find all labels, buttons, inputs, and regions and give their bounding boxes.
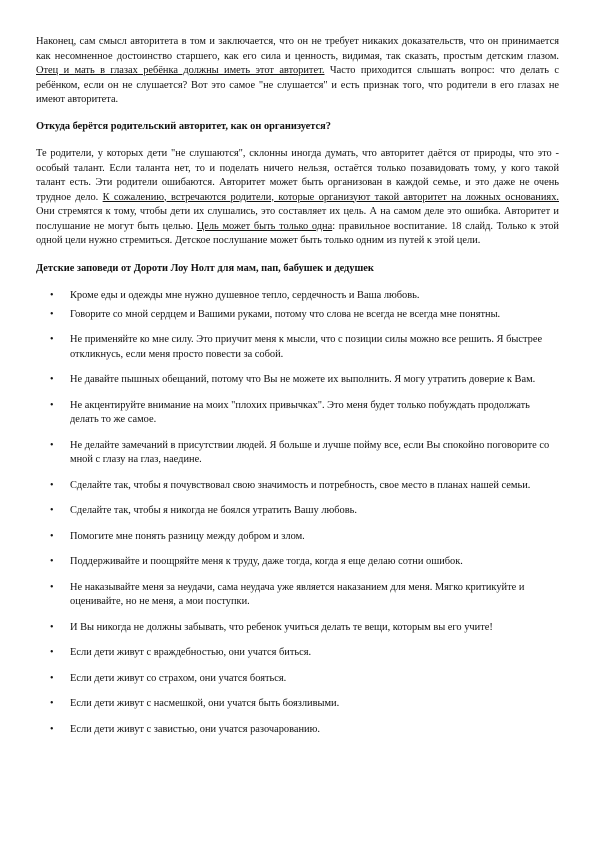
intro-underlined-text: Отец и мать в глазах ребёнка должны иметь этот авторитет. [36, 65, 325, 76]
section1-text-2: Они стремятся к тому, чтобы дети их слушались, это составляет их цель. А на самом деле это ошибка. Авторитет и послушание не могут быть целью. [36, 206, 559, 232]
list-item-text: Если дети живут со страхом, они учатся бояться. [70, 672, 287, 684]
list-item [36, 479, 559, 494]
bullet-icon: • [50, 308, 54, 320]
section1-text-3: : правильное воспитание. 18 слайд. Только к этой одной цели нужно стремиться. Детское послушание может быть только одним из путей к этой цели. [36, 220, 559, 246]
intro-text-1: Наконец, сам смысл авторитета в том и заключается, что он не требует никаких доказательств, что он принимается как несомненное достоинство старшего, как его сила и ценность, видимая, так сказать, простым детским глазом. [36, 36, 559, 62]
list-item-text: Если дети живут с насмешкой, они учатся быть боязливыми. [70, 698, 340, 709]
bullet-icon: • [50, 698, 54, 709]
list-item-text: И Вы никогда не должны забывать, что ребенок учиться делать те вещи, которым вы его учите! [70, 621, 493, 633]
section2-heading: Детские заповеди от Дороти Лоу Нолт для мам, пап, бабушек и дедушек [36, 262, 374, 274]
document-page [36, 35, 559, 737]
list-item-text: Кроме еды и одежды мне нужно душевное тепло, сердечность и Ваша любовь. [70, 290, 420, 301]
list-item-text: Не давайте пышных обещаний, потому что Вы не можете их выполнить. Я могу утратить доверие к Вам. [70, 374, 536, 385]
bullet-icon: • [50, 399, 54, 411]
list-item [36, 308, 559, 323]
bullet-icon: • [50, 334, 54, 345]
list-item [36, 723, 559, 738]
commandments-list [36, 289, 559, 737]
list-item-text: Не акцентируйте внимание на моих "плохих привычках". Это меня будет только побуждать продолжать делать то же самое. [70, 399, 530, 425]
bullet-icon: • [50, 672, 54, 684]
list-item-text: Если дети живут с враждебностью, они учатся биться. [70, 647, 312, 658]
section1-heading: Откуда берётся родительский авторитет, как он организуется? [36, 120, 331, 132]
bullet-icon: • [50, 530, 54, 542]
list-item [36, 289, 559, 304]
list-item [36, 581, 559, 610]
list-item [36, 621, 559, 636]
bullet-icon: • [50, 621, 54, 633]
list-item-text: Поддерживайте и поощряйте меня к труду, даже тогда, когда я еще делаю сотни ошибок. [70, 556, 463, 567]
list-item-text: Сделайте так, чтобы я никогда не боялся утратить Вашу любовь. [70, 505, 357, 516]
list-item [36, 439, 559, 468]
list-item-text: Не наказывайте меня за неудачи, сама неудача уже является наказанием для меня. Мягко критикуйте и оценивайте, но не меня, а мои поступки. [70, 581, 525, 607]
list-item-text: Не применяйте ко мне силу. Это приучит меня к мысли, что с позиции силы можно все решить. Я быстрее откликнусь, если меня просто повести за собой. [70, 334, 543, 360]
bullet-icon: • [50, 479, 54, 491]
list-item [36, 504, 559, 519]
bullet-icon: • [50, 556, 54, 567]
list-item [36, 646, 559, 661]
section1-text-1: Те родители, у которых дети "не слушаются", склонны иногда думать, что авторитет даётся от природы, что это - особый талант. Если таланта нет, то и поделать ничего нельзя, остаётся только позавидовать тому, у кого такой талант есть. Эти родители ошибаются. Авторитет может быть организован в каждой семье, и это даже не очень трудное дело. [36, 148, 559, 203]
list-item-text: Сделайте так, чтобы я почувствовал свою значимость и потребность, свое место в планах нашей семьи. [70, 479, 531, 491]
list-item [36, 399, 559, 428]
section1-paragraph [36, 147, 559, 249]
bullet-icon: • [50, 374, 54, 385]
list-item-text: Если дети живут с завистью, они учатся разочарованию. [70, 723, 320, 735]
bullet-icon: • [50, 723, 54, 735]
section1-underlined-text-2: Цель может быть только одна [196, 220, 333, 232]
list-item [36, 373, 559, 388]
bullet-icon: • [50, 439, 54, 451]
list-item [36, 555, 559, 570]
intro-text-2: Часто приходится слышать вопрос: что делать с ребёнком, если он не слушается? Вот это самое "не слушается" и есть признак того, что родители в его глазах не имеют авторитета. [36, 65, 559, 105]
list-item [36, 672, 559, 687]
list-item [36, 530, 559, 545]
list-item-text: Не делайте замечаний в присутствии людей. Я больше и лучше пойму все, если Вы спокойно поговорите со мной с глазу на глаз, наедине. [70, 439, 550, 465]
section1-underlined-text-1: К сожалению, встречаются родители, которые организуют такой авторитет на ложных основаниях. [102, 191, 559, 203]
bullet-icon: • [50, 505, 54, 516]
bullet-icon: • [50, 581, 54, 593]
list-item [36, 697, 559, 712]
intro-paragraph [36, 35, 559, 108]
bullet-icon: • [50, 290, 54, 301]
bullet-icon: • [50, 647, 54, 658]
list-item [36, 333, 559, 362]
list-item-text: Говорите со мной сердцем и Вашими руками, потому что слова не всегда не всегда мне понятны. [70, 308, 501, 320]
list-item-text: Помогите мне понять разницу между добром и злом. [70, 530, 305, 542]
